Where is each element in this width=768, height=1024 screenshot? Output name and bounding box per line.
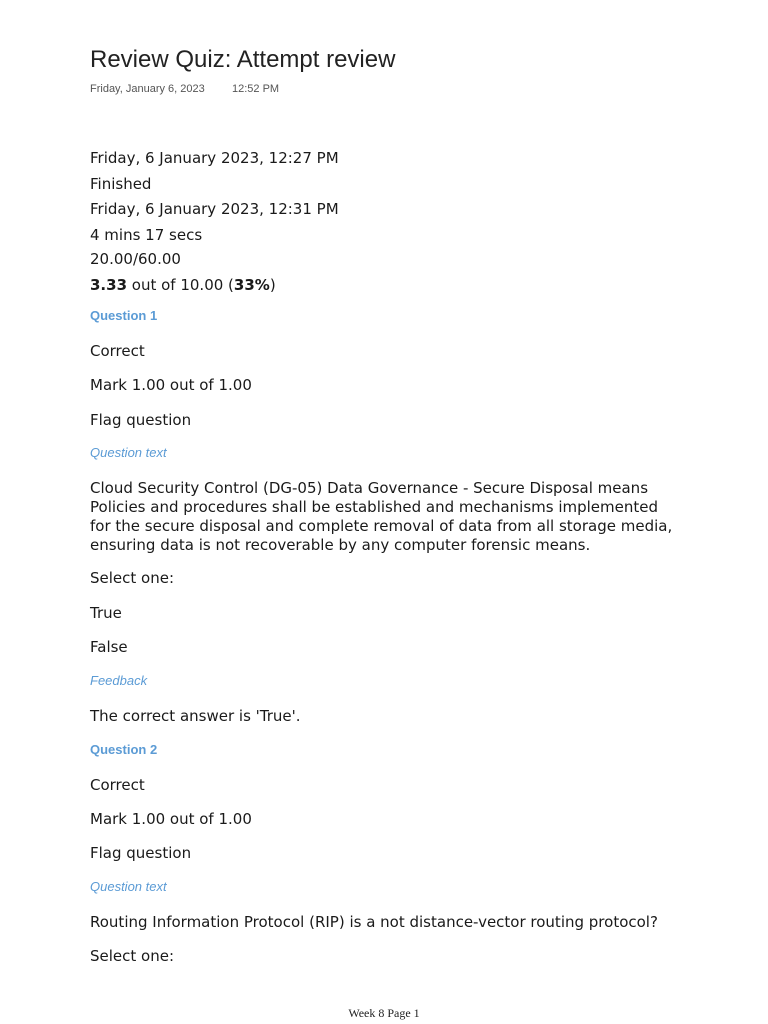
summary-started: Friday, 6 January 2023, 12:27 PM [90, 149, 339, 167]
page-date: Friday, January 6, 2023 [90, 83, 205, 95]
summary-time-taken: 4 mins 17 secs [90, 226, 203, 244]
question-1-option-false[interactable]: False [90, 638, 128, 656]
question-2-text-heading: Question text [90, 879, 167, 894]
question-1-text [90, 479, 730, 555]
question-1-text-line: for the secure disposal and complete removal of data from all storage media, [90, 517, 673, 535]
question-1-feedback: The correct answer is 'True'. [90, 707, 301, 725]
question-1-select-one: Select one: [90, 569, 175, 587]
summary-state: Finished [90, 175, 152, 193]
question-2-flag-link[interactable]: Flag question [90, 844, 192, 862]
question-1-text-heading: Question text [90, 445, 167, 460]
summary-completed: Friday, 6 January 2023, 12:31 PM [90, 200, 339, 218]
question-1-text-line: Cloud Security Control (DG-05) Data Governance - Secure Disposal means [90, 479, 649, 497]
summary-grade [90, 276, 276, 294]
question-1-mark: Mark 1.00 out of 1.00 [90, 376, 252, 394]
page-time: 12:52 PM [232, 83, 280, 95]
page-title: Review Quiz: Attempt review [90, 46, 396, 73]
question-1-option-true[interactable]: True [90, 604, 122, 622]
question-1-flag-link[interactable]: Flag question [90, 411, 192, 429]
question-2-mark: Mark 1.00 out of 1.00 [90, 810, 252, 828]
question-1-status: Correct [90, 342, 145, 360]
page-footer: Week 8 Page 1 [348, 1006, 420, 1020]
question-2-text: Routing Information Protocol (RIP) is a not distance-vector routing protocol? [90, 913, 658, 931]
grade-value: 3.33 [90, 276, 128, 294]
question-2-select-one: Select one: [90, 947, 175, 965]
question-2-status: Correct [90, 776, 145, 794]
question-1-feedback-heading: Feedback [90, 673, 148, 688]
question-1-text-line: ensuring data is not recoverable by any computer forensic means. [90, 536, 591, 554]
question-1-heading: Question 1 [90, 308, 158, 323]
grade-percent: 33% [233, 276, 270, 294]
question-1-text-line: Policies and procedures shall be established and mechanisms implemented [90, 498, 659, 516]
grade-end: ) [269, 276, 276, 294]
question-2-heading: Question 2 [90, 742, 158, 757]
summary-marks: 20.00/60.00 [90, 250, 181, 268]
grade-mid: out of 10.00 ( [127, 276, 234, 294]
